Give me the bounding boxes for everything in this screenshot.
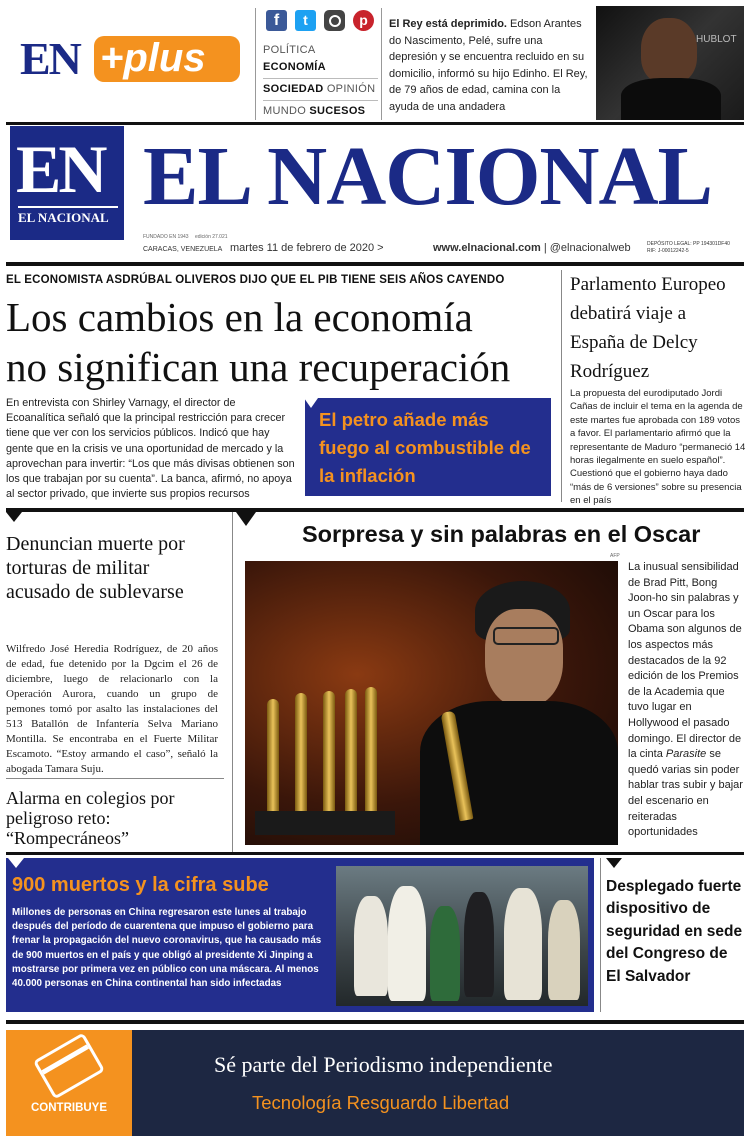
section-marker [606,858,622,868]
en-logo-box[interactable] [10,126,124,240]
masthead-info [143,234,743,256]
section-nav [263,42,378,120]
lead-body: En entrevista con Shirley Varnagy, el director de Ecoanalítica señaló que la principal restricción para crecer tiene que ver con los servicios públicos. Indicó que hay gente que en la crisis ve una oportunidad de mercado y la aprovechan para invertir: “Los que más divisas obtienen son los que trabajan por su cuenta”. La banca, afirmó, no apoya al sector privado, que invierte sus propios recursos [6,397,295,501]
petro-callout-text: El petro añade más fuego al combustible de la inflación [319,409,531,486]
en-logo-sub: EL NACIONAL [18,206,118,226]
divider [381,8,382,120]
pele-photo: HUBLOT [596,6,744,120]
founded-text: FUNDADO EN 1943 [143,234,189,240]
oscar-photo [245,561,618,845]
legal-text-1: DEPÓSITO LEGAL: PP 194301DF40 [647,241,730,247]
contribute-banner[interactable] [6,1030,744,1136]
virus-photo [336,866,588,1006]
oscar-col-divider [232,512,233,852]
military-body: Wilfredo José Heredia Rodríguez, de 20 años de edad, fue detenido por la Dgcim el 26 de diciembre, luego de relacionarlo con la Operación Aurora, cuando un grupo de pemones tomó por asalto las instalaciones del 513 Batallón de Infantería Selva Mariano Montilla. Se encontraba en el Fuerte Militar Escamoto. “Estoy armando el caso”, señaló la abogada Tamara Suju. [6,643,218,775]
schools-headline[interactable]: Alarma en colegios por peligroso reto: “Rompecráneos” [6,788,175,848]
nav-row-3[interactable] [263,101,378,120]
oscar-headline[interactable]: Sorpresa y sin palabras en el Oscar [302,521,701,547]
pele-teaser-head: El Rey está deprimido. [389,18,507,30]
lead-headline-1[interactable]: Los cambios en la economía [6,294,473,340]
banner-title: Sé parte del Periodismo independiente [214,1052,553,1077]
divider [255,8,256,120]
nav-mundo[interactable]: MUNDO [263,105,310,117]
en-logo-text: EN [16,131,105,207]
enplus-logo[interactable] [12,28,240,90]
nav-row-1[interactable] [263,42,378,79]
pele-teaser[interactable] [389,16,591,115]
card-icon [33,1032,105,1099]
contribute-tile[interactable] [6,1030,132,1136]
social-icons [266,10,378,32]
salvador-divider [600,858,601,1012]
virus-headline: 900 muertos y la cifra sube [12,874,269,896]
nav-politica[interactable]: POLÍTICA [263,44,315,56]
lead-headline-2[interactable]: no significan una recuperación [6,344,511,390]
section-marker [8,858,24,868]
mid-rule [6,852,744,855]
virus-box[interactable] [6,858,594,1012]
nav-economia[interactable]: ECONOMÍA [263,61,326,73]
date-text: martes 11 de febrero de 2020 > [230,242,384,254]
facebook-icon[interactable]: f [266,10,287,31]
masthead-title: EL NACIONAL [143,130,713,223]
virus-body: Millones de personas en China regresaron este lunes al trabajo después del período de cuarentena que impuso el gobierno para frenar la propagación del nuevo coronavirus, que ha causado más de 900 muertos en el país y que obligó al presidente Xi Jinping a mostrarse por primera vez en público con una máscara. Al menos 40.000 personas en China continental han sido infectadas [12,907,322,990]
bottom-rule [6,1020,744,1024]
nav-sociedad[interactable]: SOCIEDAD [263,83,327,95]
oscar-body: La inusual sensibilidad de Brad Pitt, Bong Joon-ho sin palabras y un Oscar para los Obama son algunos de los aspectos más destacados de la 92 edición de los Premios de la Academia que tuvo lugar en Hollywood el pasado domingo. El director de la cinta Parasite se quedó varias sin poder hablar tras subir y bajar del escenario en reiteradas oportunidades [628,561,743,839]
legal-text-2: RIF: J-00012242-5 [647,248,689,254]
pinterest-icon[interactable]: p [353,10,374,31]
callout-marker [304,398,318,408]
web-link[interactable]: www.elnacional.com | @elnacionalweb [433,242,631,254]
banner-subtitle: Tecnología Resguardo Libertad [252,1092,510,1113]
europe-headline[interactable]: Parlamento Europeo debatirá viaje a España de Delcy Rodríguez [570,274,726,382]
military-headline[interactable]: Denuncian muerte por torturas de militar acusado de sublevarse [6,533,185,603]
top-rule [6,122,744,125]
enplus-en: EN [20,33,80,84]
section-marker [6,512,22,522]
pele-teaser-body: Edson Arantes do Nascimento, Pelé, sufre una depresión y se encuentra recluido en su domicilio, informó su hijo Edinho. El Rey, de 79 años de edad, camina con la ayuda de una andadera [389,18,588,113]
petro-callout[interactable] [305,398,551,496]
lead-kicker: EL ECONOMISTA ASDRÚBAL OLIVEROS DIJO QUE EL PIB TIENE SEIS AÑOS CAYENDO [6,274,505,286]
twitter-icon[interactable]: t [295,10,316,31]
section-marker [236,512,256,526]
lead-bottom-rule [6,508,744,512]
enplus-plus: +plus [100,36,206,80]
lead-col-divider [561,270,562,502]
oscar-credit: AFP [610,553,620,559]
nav-row-2[interactable] [263,79,378,101]
nav-sucesos[interactable]: SUCESOS [309,105,366,117]
left-col-rule [6,778,224,779]
edition-text: edición 27.021 [195,234,228,240]
contribute-label: CONTRIBUYE [30,1102,108,1114]
nav-opinion[interactable]: OPINIÓN [326,83,376,95]
masthead-rule [6,262,744,266]
city-text: CARACAS, VENEZUELA [143,246,223,253]
salvador-headline[interactable]: Desplegado fuerte dispositivo de seguridad en sede del Congreso de El Salvador [606,878,743,985]
instagram-icon[interactable] [324,10,345,31]
europe-body: La propuesta del eurodiputado Jordi Cañas de incluir el tema en la agenda de este martes fue aprobada con 189 votos a favor. El parlamentario afirmó que la representante de Maduro “permaneció 14 horas ilegalmente en suelo español”. Cuestionó que el gobierno haya dado “más de 6 versiones” sobre su presencia en el país [570,388,746,507]
